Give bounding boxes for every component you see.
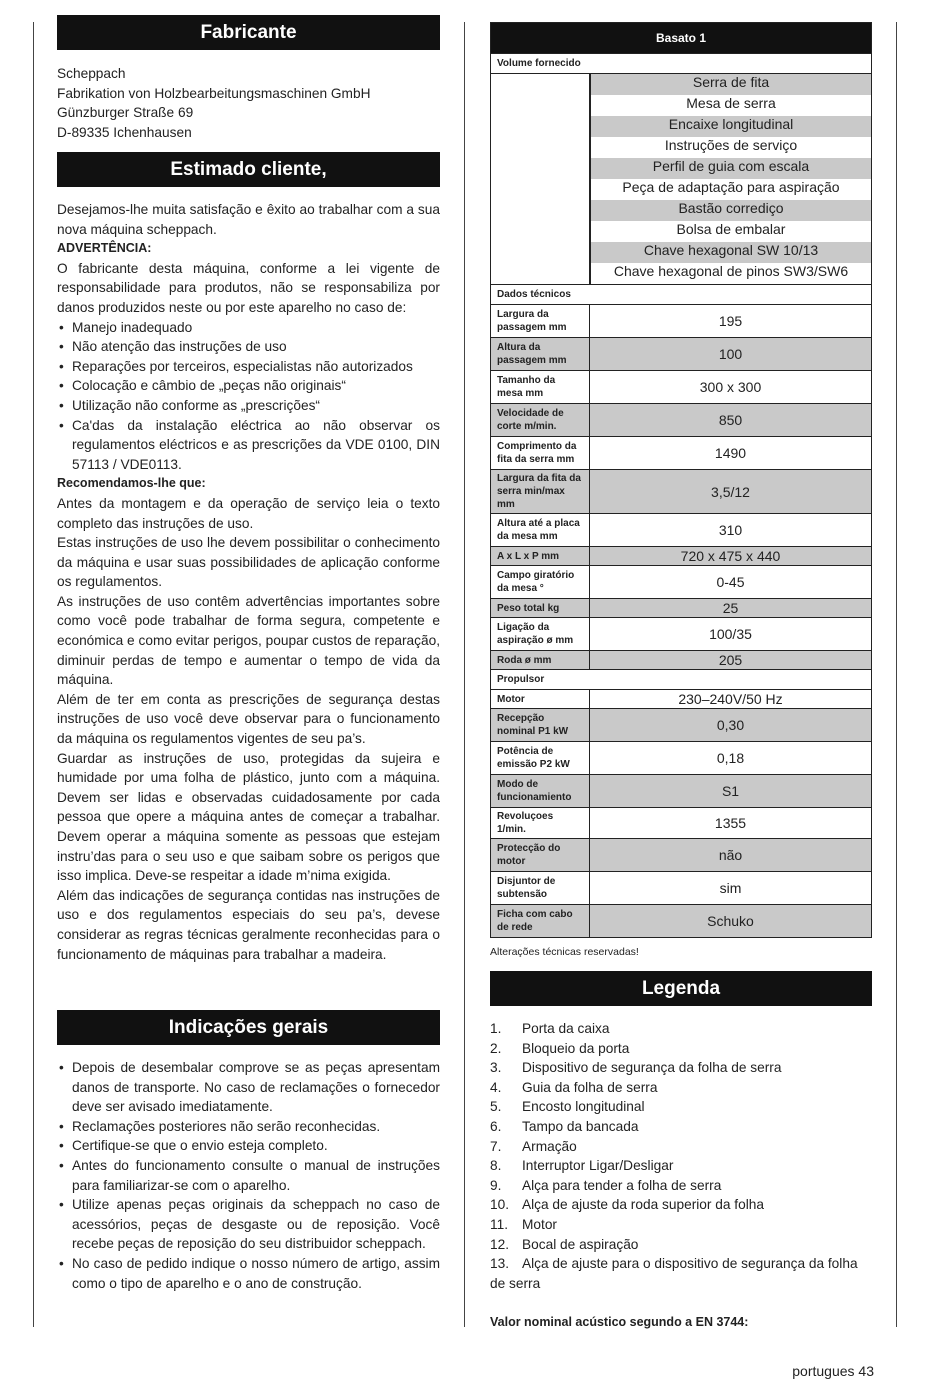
address-line: Scheppach [57,66,126,81]
legend-text: Guia da folha de serra [522,1079,658,1095]
row-label: Motor [491,690,590,709]
row-value: 1490 [590,437,872,470]
scope-section-label: Volume fornecido [491,54,872,74]
legend-item [490,1215,872,1235]
legend-number: 11. [490,1216,509,1232]
legend-text: Armação [522,1138,577,1154]
row-value: Schuko [590,905,872,938]
legend-text: Motor [522,1216,557,1232]
legend-number: 12. [490,1236,510,1252]
scope-item: Bolsa de embalar [590,221,871,242]
page-footer: portugues 43 [792,1363,874,1379]
list-item: • Reparações por terceiros, especialistas não autorizados [57,357,440,377]
legend-number: 4. [490,1079,502,1095]
general-body [57,1058,440,1293]
row-value: S1 [590,775,872,808]
legend-text: Alça de ajuste para o dispositivo de segurança da folha de serra [490,1256,858,1291]
right-margin-rule [896,22,897,1327]
legend-item [490,1195,872,1215]
row-label: Recepção nominal P1 kW [491,709,590,742]
list-item: • Manejo inadequado [57,318,440,338]
tech-section-label: Dados técnicos [491,285,872,305]
row-label: Velocidade de corte m/min. [491,404,590,437]
row-label: Roda ø mm [491,651,590,670]
paragraph: Guardar as instruções de uso, protegidas da sujeira e humidade por uma folha de plástico, junto com a máquina. Devem ser lidas e observadas cuidadosamente por cada pessoa que opere a máquina antes de começar a trabalhar. Devem operar a máquina somente as pessoas que estejam instru’das para o seu uso e que saibam sobre os perigos que isso implica. Deve-se respeitar a idade m’nima exigida. [57,750,440,884]
acoustic-label: Valor nominal acústico segundo a EN 3744: [490,1315,749,1329]
row-value: 300 x 300 [590,371,872,404]
general-heading: Indicações gerais [57,1010,440,1045]
legend-number: 8. [490,1158,502,1174]
legend-text: Porta da caixa [522,1021,610,1036]
legend-item [490,1078,872,1098]
scope-item: Peça de adaptação para aspiração [590,179,871,200]
legend-item [490,1019,872,1039]
legend-item [490,1235,872,1255]
list-item: • Ca'das da instalação eléctrica ao não observar os regulamentos eléctricos e as prescrições da VDE 0100, DIN 57113 / VDE0113. [57,416,440,475]
row-label: Disjuntor de subtensão [491,872,590,905]
scope-item: Instruções de serviço [590,137,871,158]
row-value: 205 [590,651,872,670]
customer-body [57,200,440,964]
row-value: 0,18 [590,742,872,775]
warning-text: O fabricante desta máquina, conforme a lei vigente de responsabilidade para produtos, não se responsabiliza por danos produzidos neste ou por este aparelho no caso de: [57,260,440,315]
list-item: • Utilização não conforme as „prescrições“ [57,396,440,416]
list-item: • No caso de pedido indique o nosso número de artigo, assim como o tipo de aparelho e o ano de construção. [57,1254,440,1293]
scope-item: Encaixe longitudinal [590,116,871,137]
row-value: 720 x 475 x 440 [590,547,872,566]
legend-item [490,1058,872,1078]
scope-item: Chave hexagonal SW 10/13 [590,242,871,263]
legend-item [490,1039,872,1059]
recommend-label: Recomendamos-lhe que: [57,476,206,491]
row-label: Revoluçoes 1/min. [491,808,590,839]
row-value: 25 [590,599,872,618]
legend-item [490,1176,872,1196]
legend-number: 5. [490,1099,502,1115]
row-value: 100/35 [590,618,872,651]
paragraph: Além de ter em conta as prescrições de segurança destas instruções de uso você deve observar para o funcionamento da máquina os regulamentos vigentes de seu pa’s. [57,691,440,747]
row-value: 0-45 [590,566,872,599]
row-value: 0,30 [590,709,872,742]
legend-item [490,1137,872,1157]
intro-text: Desejamos-lhe muita satisfação e êxito ao trabalhar com a sua nova máquina scheppach. [57,202,440,237]
scope-item: Perfil de guia com escala [590,158,871,179]
legend-text: Bocal de aspiração [522,1236,639,1252]
row-value: 3,5/12 [590,470,872,514]
row-label: Largura da passagem mm [491,305,590,338]
row-label: Potência de emissão P2 kW [491,742,590,775]
address-line: Günzburger Straße 69 [57,105,194,121]
table-footnote: Alterações técnicas reservadas! [490,946,639,958]
row-value: 230–240V/50 Hz [590,690,872,709]
legend-item [490,1254,872,1293]
legend-text: Interruptor Ligar/Desligar [522,1158,674,1174]
row-value: 1355 [590,808,872,839]
row-value: sim [590,872,872,905]
scope-item: Chave hexagonal de pinos SW3/SW6 [590,263,871,284]
legend-number: 2. [490,1040,502,1056]
row-value: 100 [590,338,872,371]
list-item: • Antes do funcionamento consulte o manual de instruções para familiarizar-se com o aparelho. [57,1156,440,1195]
list-item: • Depois de desembalar comprove se as peças apresentam danos de transporte. No caso de reclamações o fornecedor deve ser avisado imediatamente. [57,1058,440,1117]
paragraph: Além das indicações de segurança contidas nas instruções de uso e dos regulamentos especiais do seu pa’s, devese considerar as regras técnicas geralmente reconhecidas para o funcionamento de máquinas para trabalhar a madeira. [57,887,440,962]
legend-number: 7. [490,1138,502,1154]
list-item: • Reclamações posteriores não serão reconhecidas. [57,1117,440,1137]
row-label: Campo giratório da mesa ° [491,566,590,599]
list-item: • Utilize apenas peças originais da scheppach no caso de acessórios, peças de desgaste ou de reposição. Você recebe peças de reposição do seu distribuidor scheppach. [57,1195,440,1254]
legend-text: Alça para tender a folha de serra [522,1177,722,1193]
scope-spacer [491,74,590,285]
legend-text: Encosto longitudinal [522,1099,645,1115]
customer-heading: Estimado cliente, [57,152,440,187]
list-item: • Certifique-se que o envio esteja completo. [57,1136,440,1156]
paragraph: As instruções de uso contêm advertências importantes sobre como você pode trabalhar de forma segura, competente e económica e como evitar perigos, poupar custos de reparação, diminuir perdas de tempo e aumentar o tempo de vida da máquina. [57,593,440,688]
left-margin-rule [33,22,34,1327]
scope-items [590,74,872,285]
legend-number: 6. [490,1118,502,1134]
row-value: 310 [590,514,872,547]
technical-data-table [490,22,872,938]
paragraph: Estas instruções de uso lhe devem possibilitar o conhecimento da máquina e usar suas possibilidades de aplicação conforme os regulamentos. [57,535,440,590]
row-label: Protecção do motor [491,839,590,872]
scope-item: Bastão corrediço [590,200,871,221]
legend-text: Bloqueio da porta [522,1040,630,1056]
row-label: Modo de funcionamiento [491,775,590,808]
table-title: Basato 1 [491,23,872,54]
legend-number: 1. [490,1021,502,1036]
row-label: Ligação da aspiração ø mm [491,618,590,651]
paragraph: Antes da montagem e da operação de serviço leia o texto completo das instruções de uso. [57,495,440,531]
liability-list [57,318,440,475]
address-line: Fabrikation von Holzbearbeitungsmaschinen GmbH [57,85,371,101]
legend-item [490,1097,872,1117]
legend-text: Dispositivo de segurança da folha de serra [522,1060,782,1076]
legend-text: Tampo da bancada [522,1118,639,1134]
row-label: Ficha com cabo de rede [491,905,590,938]
legend-item [490,1117,872,1137]
address-line: D-89335 Ichenhausen [57,124,192,140]
legend-heading: Legenda [490,971,872,1006]
general-list [57,1058,440,1293]
row-label: Peso total kg [491,599,590,618]
manufacturer-address [57,64,440,142]
row-label: Largura da fita da serra min/max mm [491,470,590,514]
drive-section-label: Propulsor [491,670,872,690]
row-label: Altura da passagem mm [491,338,590,371]
legend-number: 9. [490,1177,502,1193]
legend-number: 3. [490,1060,502,1076]
legend-text: Alça de ajuste da roda superior da folha [522,1197,764,1213]
row-value: não [590,839,872,872]
list-item: • Não atenção das instruções de uso [57,337,440,357]
manufacturer-heading: Fabricante [57,15,440,50]
legend-number: 13. [490,1256,510,1272]
row-value: 850 [590,404,872,437]
row-value: 195 [590,305,872,338]
legend-item [490,1156,872,1176]
warning-label: ADVERTÊNCIA: [57,241,152,256]
legend-number: 10. [490,1197,510,1213]
scope-item: Serra de fita [590,74,871,95]
list-item: • Colocação e câmbio de „peças não originais“ [57,376,440,396]
row-label: Tamanho da mesa mm [491,371,590,404]
row-label: Comprimento da fita da serra mm [491,437,590,470]
center-rule [464,22,465,1327]
scope-item: Mesa de serra [590,95,871,116]
legend-list [490,1019,872,1293]
row-label: A x L x P mm [491,547,590,566]
row-label: Altura até a placa da mesa mm [491,514,590,547]
